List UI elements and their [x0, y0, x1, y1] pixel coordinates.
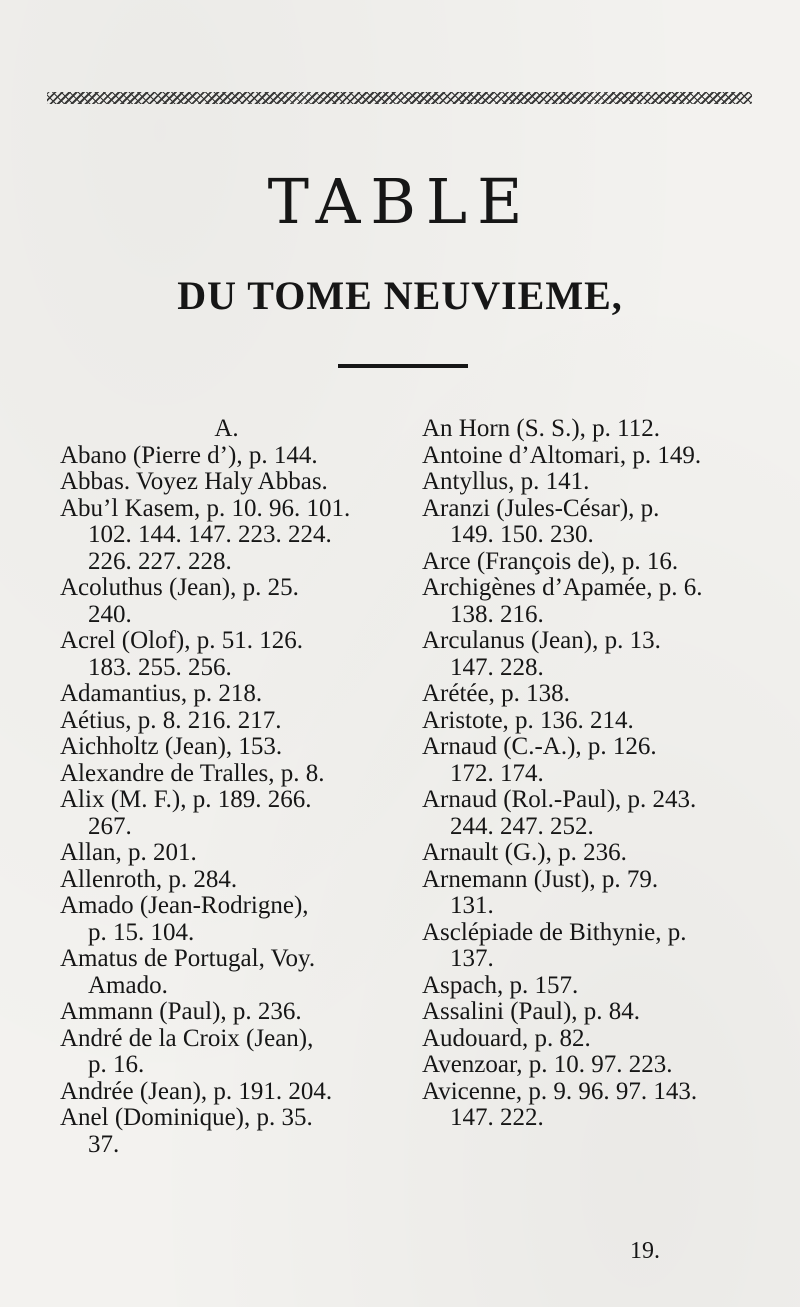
decorative-ornament-band	[47, 92, 752, 104]
index-line: Antoine d’Altomari, p. 149.	[422, 441, 702, 469]
index-line: Arnault (G.), p. 236.	[422, 839, 627, 866]
index-line: Arnemann (Just), p. 79.	[422, 865, 659, 893]
index-line: Allenroth, p. 284.	[60, 865, 238, 893]
page-subtitle: DU TOME NEUVIEME,	[177, 273, 623, 318]
index-line: Alexandre de Tralles, p. 8.	[60, 759, 325, 787]
index-line: André de la Croix (Jean),	[60, 1024, 314, 1052]
index-line-continuation: 147. 228.	[450, 653, 544, 681]
index-line: Aspach, p. 157.	[422, 971, 579, 999]
index-column-left	[60, 416, 405, 1158]
index-line: Arnaud (C.-A.), p. 126.	[422, 733, 657, 760]
index-line: Abano (Pierre d’), p. 144.	[60, 441, 318, 469]
index-line: Asclépiade de Bithynie, p.	[422, 918, 687, 946]
index-line: Archigènes d’Apamée, p. 6.	[422, 574, 703, 601]
index-line-continuation: p. 16.	[88, 1051, 145, 1078]
index-line: Arce (François de), p. 16.	[422, 547, 679, 575]
index-line: Aranzi (Jules-César), p.	[422, 494, 660, 522]
title-divider-rule	[338, 364, 468, 368]
index-line: Antyllus, p. 141.	[422, 468, 590, 495]
index-line: Adamantius, p. 218.	[60, 680, 263, 707]
index-line-continuation: Amado.	[88, 971, 168, 999]
index-line: Abbas. Voyez Haly Abbas.	[60, 468, 328, 495]
index-line: Alix (M. F.), p. 189. 266.	[60, 786, 312, 813]
index-line: Aétius, p. 8. 216. 217.	[60, 706, 282, 734]
index-line: Amado (Jean-Rodrigne),	[60, 892, 309, 919]
index-line: Andrée (Jean), p. 191. 204.	[60, 1077, 333, 1105]
index-line-continuation: 183. 255. 256.	[88, 653, 232, 681]
index-line: Allan, p. 201.	[60, 839, 197, 866]
index-line: Audouard, p. 82.	[422, 1024, 591, 1052]
index-line: Anel (Dominique), p. 35.	[60, 1104, 313, 1131]
index-column-right	[422, 416, 792, 1132]
index-line: Arnaud (Rol.-Paul), p. 243.	[422, 786, 697, 813]
index-line: Assalini (Paul), p. 84.	[422, 998, 641, 1025]
index-line-continuation: 267.	[88, 812, 132, 840]
index-line-continuation: 147. 222.	[450, 1104, 544, 1131]
index-line: Arculanus (Jean), p. 13.	[422, 627, 661, 654]
index-line: Arétée, p. 138.	[422, 680, 570, 707]
index-line: Amatus de Portugal, Voy.	[60, 945, 316, 972]
index-line-continuation: 131.	[450, 892, 494, 919]
index-line: Abu’l Kasem, p. 10. 96. 101.	[60, 494, 351, 522]
index-line-continuation: 138. 216.	[450, 600, 544, 628]
index-line: Ammann (Paul), p. 236.	[60, 998, 302, 1025]
index-line-continuation: 102. 144. 147. 223. 224.	[88, 521, 332, 548]
index-line-continuation: p. 15. 104.	[88, 918, 195, 946]
index-line: Aristote, p. 136. 214.	[422, 706, 634, 734]
index-line: Acoluthus (Jean), p. 25.	[60, 574, 299, 601]
page-title: TABLE	[267, 165, 533, 238]
index-line-continuation: 149. 150. 230.	[450, 521, 594, 548]
index-line-continuation: 137.	[450, 945, 494, 972]
section-letter: A.	[214, 415, 239, 442]
index-line: Avenzoar, p. 10. 97. 223.	[422, 1051, 673, 1078]
index-line: An Horn (S. S.), p. 112.	[422, 415, 660, 442]
index-line-continuation: 226. 227. 228.	[88, 547, 232, 575]
index-line-continuation: 244. 247. 252.	[450, 812, 594, 840]
index-line-continuation: 172. 174.	[450, 759, 544, 787]
index-line-continuation: 37.	[88, 1130, 120, 1158]
index-line: Aichholtz (Jean), 153.	[60, 733, 283, 760]
index-line: Avicenne, p. 9. 96. 97. 143.	[422, 1077, 698, 1105]
index-line-continuation: 240.	[88, 600, 132, 628]
page-number: 19.	[630, 1238, 660, 1264]
index-line: Acrel (Olof), p. 51. 126.	[60, 627, 303, 654]
